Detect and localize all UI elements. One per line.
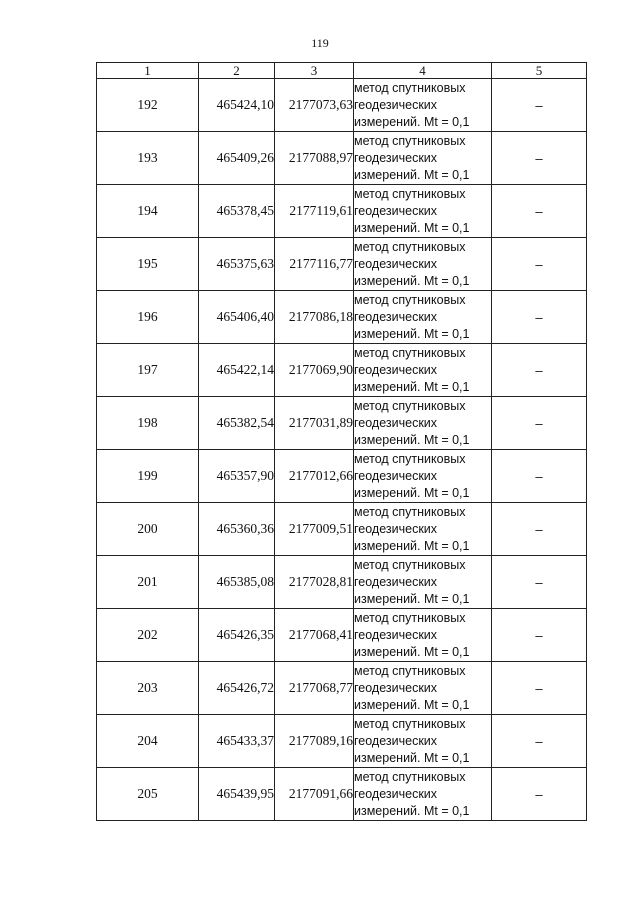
method-line-2: геодезических	[354, 627, 438, 642]
point-number: 205	[97, 768, 199, 821]
header-col-2: 2	[199, 63, 275, 79]
point-number: 203	[97, 662, 199, 715]
method-line-2: геодезических	[354, 733, 438, 748]
coordinate-y: 2177012,66	[275, 450, 354, 503]
method-line-2: геодезических	[354, 203, 438, 218]
coordinate-y: 2177031,89	[275, 397, 354, 450]
point-number: 192	[97, 79, 199, 132]
coordinate-y: 2177086,18	[275, 291, 354, 344]
coordinate-x: 465439,95	[199, 768, 275, 821]
method-line-3: измерений. Mt = 0,1	[354, 432, 470, 447]
table-row	[97, 556, 587, 609]
method-line-2: геодезических	[354, 521, 438, 536]
method-line-3: измерений. Mt = 0,1	[354, 379, 470, 394]
coordinate-x: 465424,10	[199, 79, 275, 132]
method-line-1: метод спутниковых	[354, 769, 466, 784]
remark-dash: –	[492, 132, 587, 185]
table-row	[97, 238, 587, 291]
header-col-3: 3	[275, 63, 354, 79]
remark-dash: –	[492, 397, 587, 450]
page-number: 119	[311, 36, 329, 50]
method-line-2: геодезических	[354, 97, 438, 112]
coordinate-y: 2177088,97	[275, 132, 354, 185]
remark-dash: –	[492, 79, 587, 132]
method-line-1: метод спутниковых	[354, 663, 466, 678]
method-line-1: метод спутниковых	[354, 292, 466, 307]
table-row	[97, 344, 587, 397]
method-line-1: метод спутниковых	[354, 239, 466, 254]
method-line-1: метод спутниковых	[354, 716, 466, 731]
header-col-4: 4	[354, 63, 492, 79]
method-line-3: измерений. Mt = 0,1	[354, 538, 470, 553]
remark-dash: –	[492, 503, 587, 556]
coordinate-y: 2177116,77	[275, 238, 354, 291]
method-description	[354, 609, 492, 662]
method-line-1: метод спутниковых	[354, 398, 466, 413]
method-line-3: измерений. Mt = 0,1	[354, 220, 470, 235]
method-line-2: геодезических	[354, 309, 438, 324]
table-row	[97, 291, 587, 344]
table-row	[97, 185, 587, 238]
method-description	[354, 79, 492, 132]
method-description	[354, 344, 492, 397]
table-row	[97, 132, 587, 185]
method-line-3: измерений. Mt = 0,1	[354, 114, 470, 129]
point-number: 195	[97, 238, 199, 291]
coordinate-y: 2177119,61	[275, 185, 354, 238]
method-line-1: метод спутниковых	[354, 557, 466, 572]
method-line-1: метод спутниковых	[354, 80, 466, 95]
coordinate-x: 465382,54	[199, 397, 275, 450]
method-line-3: измерений. Mt = 0,1	[354, 485, 470, 500]
table-row	[97, 79, 587, 132]
method-line-2: геодезических	[354, 468, 438, 483]
header-col-1: 1	[97, 63, 199, 79]
remark-dash: –	[492, 609, 587, 662]
method-line-1: метод спутниковых	[354, 133, 466, 148]
method-line-1: метод спутниковых	[354, 345, 466, 360]
table-row	[97, 768, 587, 821]
remark-dash: –	[492, 238, 587, 291]
method-line-3: измерений. Mt = 0,1	[354, 803, 470, 818]
method-line-2: геодезических	[354, 415, 438, 430]
point-number: 198	[97, 397, 199, 450]
table-row	[97, 715, 587, 768]
method-description	[354, 715, 492, 768]
method-line-3: измерений. Mt = 0,1	[354, 697, 470, 712]
method-line-3: измерений. Mt = 0,1	[354, 644, 470, 659]
remark-dash: –	[492, 662, 587, 715]
point-number: 194	[97, 185, 199, 238]
method-description	[354, 768, 492, 821]
point-number: 201	[97, 556, 199, 609]
coordinate-x: 465433,37	[199, 715, 275, 768]
header-col-5: 5	[492, 63, 587, 79]
remark-dash: –	[492, 768, 587, 821]
method-line-3: измерений. Mt = 0,1	[354, 326, 470, 341]
table-body	[97, 79, 587, 821]
table-row	[97, 609, 587, 662]
remark-dash: –	[492, 291, 587, 344]
coordinate-y: 2177068,41	[275, 609, 354, 662]
coordinates-table	[96, 62, 587, 821]
method-description	[354, 503, 492, 556]
method-line-1: метод спутниковых	[354, 186, 466, 201]
table-row	[97, 397, 587, 450]
coordinate-y: 2177089,16	[275, 715, 354, 768]
method-line-3: измерений. Mt = 0,1	[354, 273, 470, 288]
method-description	[354, 132, 492, 185]
point-number: 193	[97, 132, 199, 185]
point-number: 196	[97, 291, 199, 344]
method-line-3: измерений. Mt = 0,1	[354, 750, 470, 765]
method-description	[354, 662, 492, 715]
coordinate-x: 465375,63	[199, 238, 275, 291]
method-description	[354, 397, 492, 450]
table-row	[97, 662, 587, 715]
coordinate-x: 465409,26	[199, 132, 275, 185]
method-description	[354, 238, 492, 291]
remark-dash: –	[492, 344, 587, 397]
remark-dash: –	[492, 556, 587, 609]
point-number: 197	[97, 344, 199, 397]
method-description	[354, 291, 492, 344]
method-line-2: геодезических	[354, 362, 438, 377]
coordinate-x: 465422,14	[199, 344, 275, 397]
method-description	[354, 185, 492, 238]
method-description	[354, 450, 492, 503]
method-line-1: метод спутниковых	[354, 610, 466, 625]
table-header-row	[97, 63, 587, 79]
remark-dash: –	[492, 450, 587, 503]
method-line-1: метод спутниковых	[354, 504, 466, 519]
coordinate-y: 2177068,77	[275, 662, 354, 715]
coordinate-y: 2177028,81	[275, 556, 354, 609]
point-number: 202	[97, 609, 199, 662]
method-line-2: геодезических	[354, 680, 438, 695]
coordinate-y: 2177073,63	[275, 79, 354, 132]
remark-dash: –	[492, 185, 587, 238]
coordinate-x: 465378,45	[199, 185, 275, 238]
coordinate-x: 465385,08	[199, 556, 275, 609]
method-line-2: геодезических	[354, 256, 438, 271]
coordinate-y: 2177091,66	[275, 768, 354, 821]
method-line-2: геодезических	[354, 786, 438, 801]
method-description	[354, 556, 492, 609]
point-number: 199	[97, 450, 199, 503]
method-line-2: геодезических	[354, 574, 438, 589]
remark-dash: –	[492, 715, 587, 768]
method-line-2: геодезических	[354, 150, 438, 165]
table-row	[97, 503, 587, 556]
coordinate-x: 465357,90	[199, 450, 275, 503]
coordinate-x: 465360,36	[199, 503, 275, 556]
coordinate-x: 465406,40	[199, 291, 275, 344]
method-line-3: измерений. Mt = 0,1	[354, 167, 470, 182]
coordinate-y: 2177009,51	[275, 503, 354, 556]
point-number: 200	[97, 503, 199, 556]
method-line-1: метод спутниковых	[354, 451, 466, 466]
coordinate-x: 465426,35	[199, 609, 275, 662]
method-line-3: измерений. Mt = 0,1	[354, 591, 470, 606]
coordinate-y: 2177069,90	[275, 344, 354, 397]
point-number: 204	[97, 715, 199, 768]
coordinate-x: 465426,72	[199, 662, 275, 715]
table-row	[97, 450, 587, 503]
